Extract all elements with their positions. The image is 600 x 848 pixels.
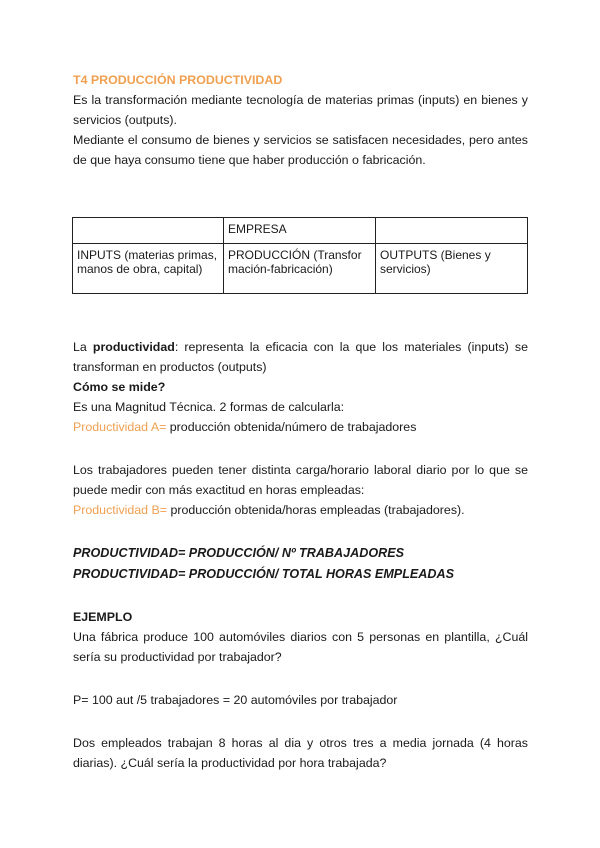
table-cell-produccion: PRODUCCIÓN (Transformación-fabricación): [224, 244, 376, 294]
ejemplo-heading: EJEMPLO: [73, 610, 133, 624]
formula-b-label: Productividad B=: [73, 503, 168, 517]
table-header-cell: EMPRESA: [224, 218, 376, 244]
formula-a: [73, 417, 528, 437]
productividad-definition: [73, 337, 528, 377]
productividad-prefix: La: [73, 340, 93, 354]
productividad-term: productividad: [92, 340, 175, 354]
magnitud-text: Es una Magnitud Técnica. 2 formas de calcularla:: [73, 400, 345, 414]
formula-a-text: producción obtenida/número de trabajadores: [166, 420, 417, 434]
empresa-table: [72, 217, 528, 294]
productividad-rest: : representa la eficacia con la que los materiales (inputs) se transforman en productos (outputs): [73, 340, 528, 374]
formula-line-2: PRODUCTIVIDAD= PRODUCCIÓN/ TOTAL HORAS EMPLEADAS: [73, 567, 454, 581]
intro-paragraph-1: Es la transformación mediante tecnología de materias primas (inputs) en bienes y servicios (outputs).: [73, 93, 528, 127]
productividad-block: [73, 337, 528, 437]
formula-b-text: producción obtenida/horas empleadas (trabajadores).: [167, 503, 465, 517]
ejemplo-question-2-block: [73, 733, 528, 773]
intro-paragraph-2: Mediante el consumo de bienes y servicios se satisfacen necesidades, pero antes de que haya consumo tiene que haber producción o fabricación.: [73, 133, 528, 167]
table-header-cell: [73, 218, 224, 244]
trabajadores-block: [73, 460, 528, 520]
section-title: T4 PRODUCCIÓN PRODUCTIVIDAD: [73, 73, 283, 87]
formula-line-1: PRODUCTIVIDAD= PRODUCCIÓN/ Nº TRABAJADORES: [73, 546, 405, 560]
table-row: [73, 244, 528, 294]
ejemplo-answer-block: [73, 690, 528, 710]
ejemplo-question-1: Una fábrica produce 100 automóviles diarios con 5 personas en plantilla, ¿Cuál sería su productividad por trabajador?: [73, 630, 528, 664]
como-heading: Cómo se mide?: [73, 380, 166, 394]
ejemplo-question-2: Dos empleados trabajan 8 horas al dia y otros tres a media jornada (4 horas diarias). ¿Cuál sería la productividad por hora trabajada?: [73, 736, 528, 770]
table-header-cell: [376, 218, 528, 244]
formula-a-label: Productividad A=: [73, 420, 167, 434]
table-header-row: [73, 218, 528, 244]
formula-b: [73, 500, 528, 520]
ejemplo-answer-1: P= 100 aut /5 trabajadores = 20 automóviles por trabajador: [73, 693, 398, 707]
document-page: [73, 70, 528, 170]
formulas-block: [73, 543, 528, 585]
ejemplo-block: [73, 607, 528, 667]
table-cell-outputs: OUTPUTS (Bienes y servicios): [376, 244, 528, 294]
table-cell-inputs: INPUTS (materias primas, manos de obra, capital): [73, 244, 224, 294]
trabajadores-paragraph: Los trabajadores pueden tener distinta carga/horario laboral diario por lo que se puede medir con más exactitud en horas empleadas:: [73, 463, 528, 497]
